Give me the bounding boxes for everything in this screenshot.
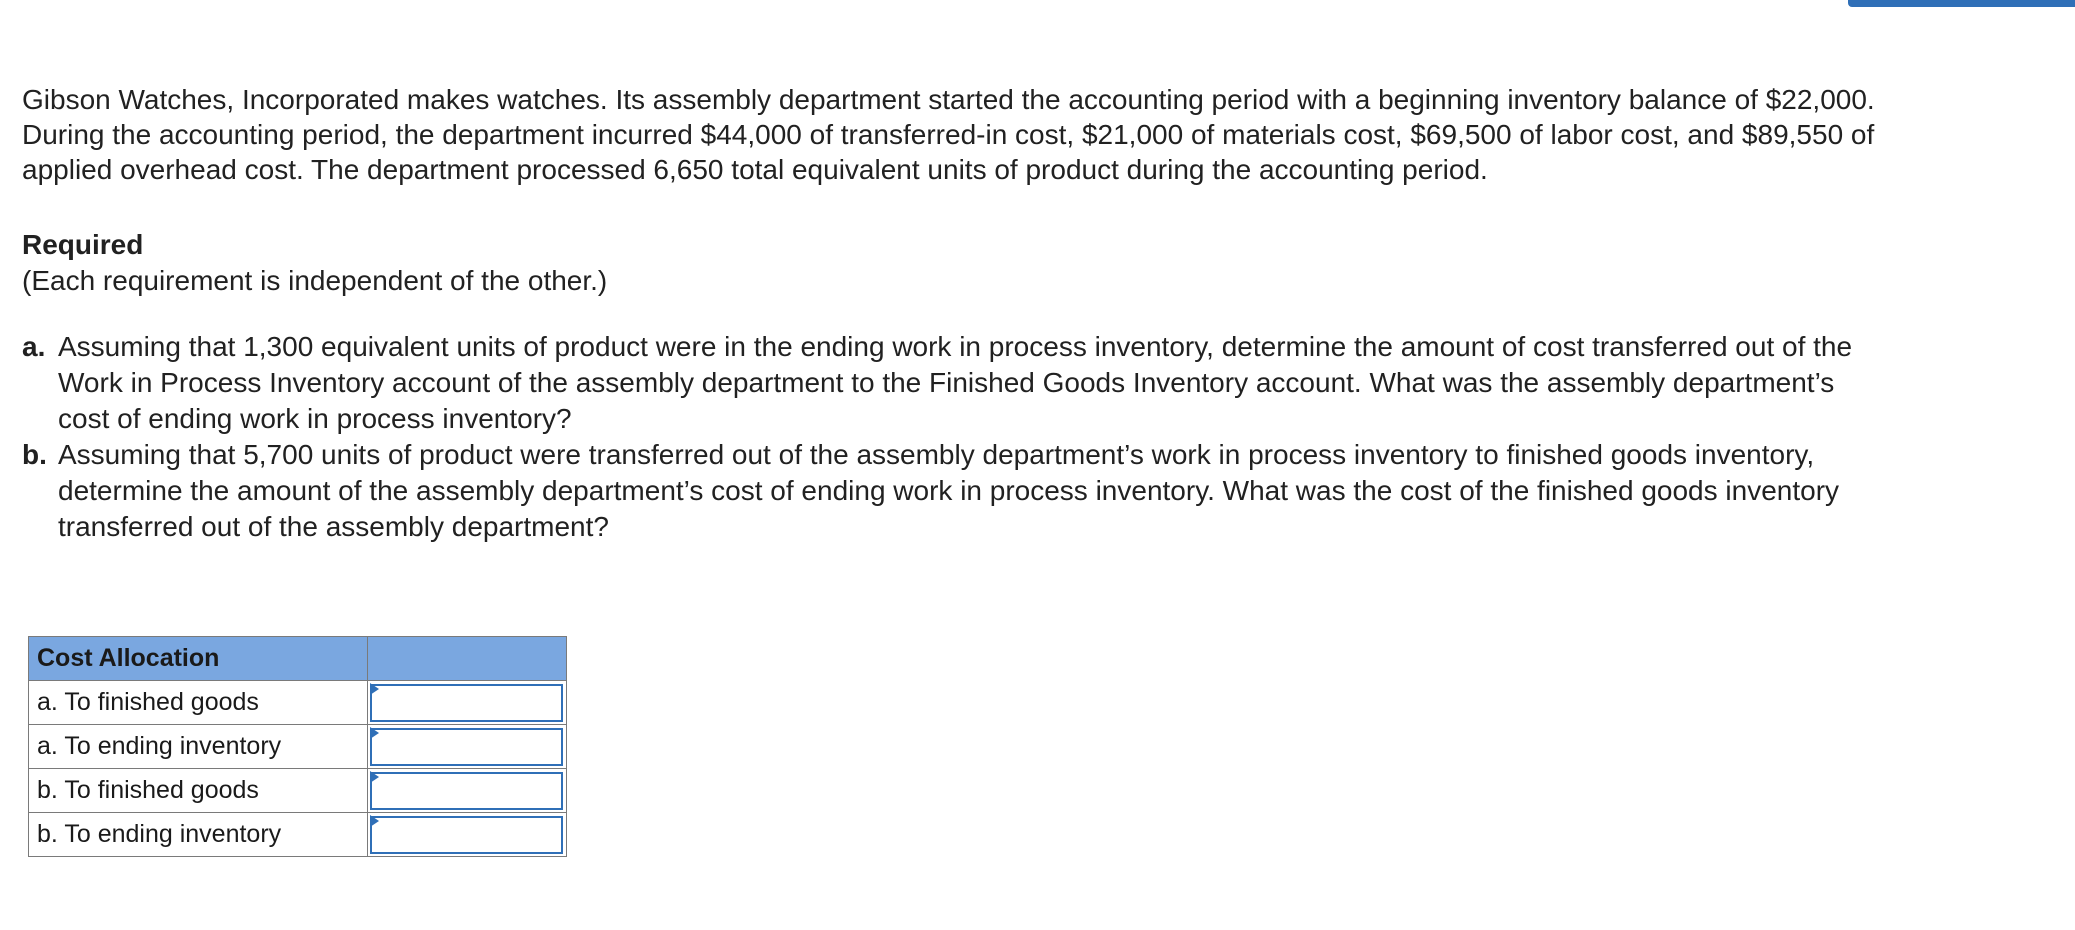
- a-ending-inventory-input[interactable]: [370, 728, 563, 766]
- answer-cell: [368, 769, 567, 813]
- required-title: Required: [22, 229, 144, 260]
- requirement-text: Assuming that 5,700 units of product were transferred out of the assembly department’s work in process inventory to finished goods inventory, determine the amount of the assembly department’s cost of ending work in process inventory. What was the cost of the finished goods inventory transferred out of the assembly department?: [58, 439, 1840, 542]
- row-label: a. To ending inventory: [29, 725, 368, 769]
- value-column-header: [368, 637, 567, 681]
- a-finished-goods-input[interactable]: [370, 684, 563, 722]
- requirement-b: [22, 437, 1902, 545]
- top-accent-bar: [1848, 0, 2075, 7]
- answer-cell: [368, 813, 567, 857]
- row-label: a. To finished goods: [29, 681, 368, 725]
- required-section: [22, 227, 1902, 299]
- cost-allocation-header: Cost Allocation: [29, 637, 368, 681]
- cell-flag-icon: [370, 815, 379, 827]
- table-header-row: [29, 637, 567, 681]
- requirement-a: [22, 329, 1902, 437]
- question-content: [22, 82, 1902, 545]
- answer-cell: [368, 681, 567, 725]
- cell-flag-icon: [370, 771, 379, 783]
- requirements-list: [22, 329, 1902, 545]
- requirement-letter: b.: [22, 439, 47, 470]
- table-row: [29, 681, 567, 725]
- requirement-text: Assuming that 1,300 equivalent units of product were in the ending work in process inventory, determine the amount of cost transferred out of the Work in Process Inventory account of the assembly department to the Finished Goods Inventory account. What was the assembly department’s cost of ending work in process inventory?: [58, 331, 1853, 434]
- answer-cell: [368, 725, 567, 769]
- table-row: [29, 725, 567, 769]
- b-ending-inventory-input[interactable]: [370, 816, 563, 854]
- requirement-letter: a.: [22, 331, 46, 362]
- b-finished-goods-input[interactable]: [370, 772, 563, 810]
- table-row: [29, 769, 567, 813]
- cost-allocation-table: [28, 636, 567, 857]
- cell-flag-icon: [370, 683, 379, 695]
- row-label: b. To ending inventory: [29, 813, 368, 857]
- problem-paragraph: Gibson Watches, Incorporated makes watches. Its assembly department started the accounting period with a beginning inventory balance of $22,000. During the accounting period, the department incurred $44,000 of transferred-in cost, $21,000 of materials cost, $69,500 of labor cost, and $89,550 of applied overhead cost. The department processed 6,650 total equivalent units of product during the accounting period.: [22, 84, 1875, 185]
- table-row: [29, 813, 567, 857]
- row-label: b. To finished goods: [29, 769, 368, 813]
- cell-flag-icon: [370, 727, 379, 739]
- required-note: (Each requirement is independent of the other.): [22, 265, 608, 296]
